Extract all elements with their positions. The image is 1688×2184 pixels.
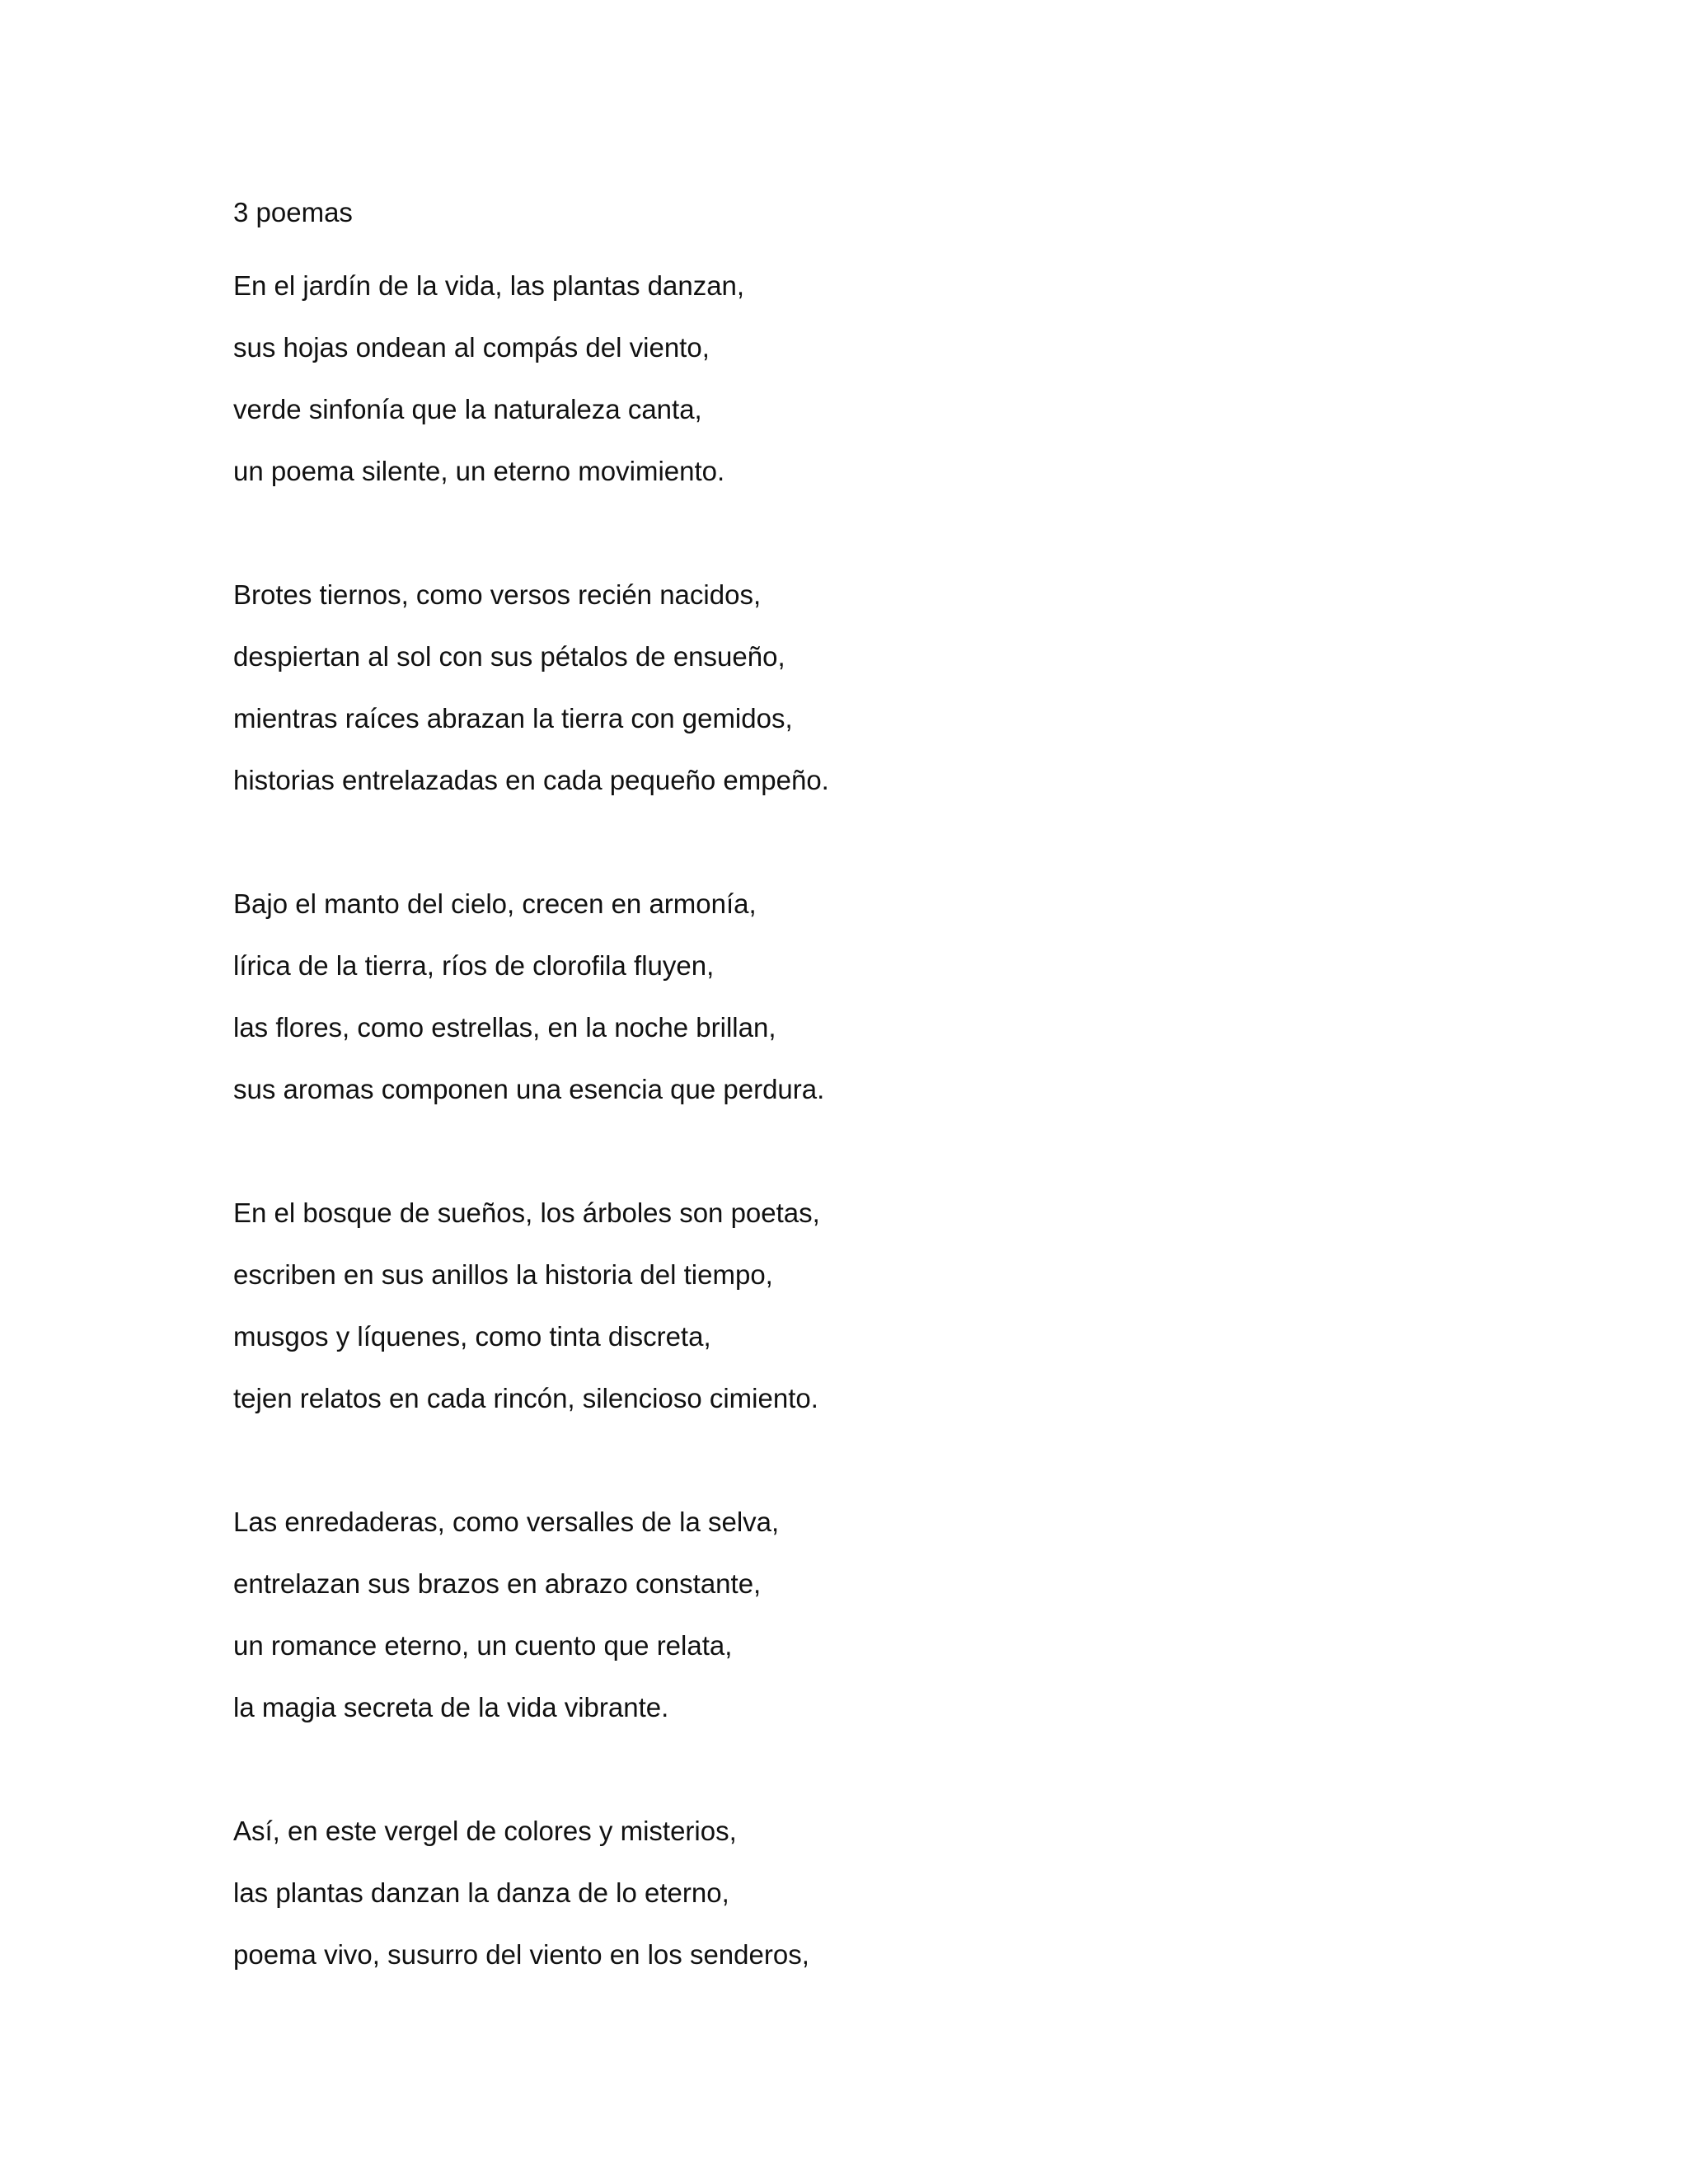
document-title: 3 poemas — [233, 197, 353, 227]
stanza-spacer — [233, 1429, 1470, 1491]
stanza-spacer — [233, 1738, 1470, 1800]
poem-line: historias entrelazadas en cada pequeño empeño. — [233, 765, 829, 795]
document-body — [233, 193, 1470, 1985]
poem-line: Bajo el manto del cielo, crecen en armonía, — [233, 888, 757, 919]
stanza-4 — [233, 1182, 1470, 1429]
poem-line: las plantas danzan la danza de lo eterno, — [233, 1877, 729, 1908]
poem-line: lírica de la tierra, ríos de clorofila fluyen, — [233, 950, 715, 981]
poem-line: En el jardín de la vida, las plantas danzan, — [233, 270, 745, 301]
poem-line: verde sinfonía que la naturaleza canta, — [233, 394, 702, 424]
poem-line: las flores, como estrellas, en la noche brillan, — [233, 1012, 776, 1043]
stanza-2 — [233, 564, 1470, 811]
stanza-spacer — [233, 811, 1470, 873]
poem-line: un poema silente, un eterno movimiento. — [233, 456, 725, 486]
poem-line: Las enredaderas, como versalles de la selva, — [233, 1507, 780, 1537]
poem-line: Así, en este vergel de colores y misterios, — [233, 1816, 737, 1846]
stanza-spacer — [233, 1120, 1470, 1182]
poem-line: sus hojas ondean al compás del viento, — [233, 332, 710, 363]
stanza-1 — [233, 255, 1470, 502]
poem-line: escriben en sus anillos la historia del tiempo, — [233, 1259, 773, 1290]
stanza-3 — [233, 873, 1470, 1120]
poem-line: mientras raíces abrazan la tierra con gemidos, — [233, 703, 793, 733]
poem-line: poema vivo, susurro del viento en los senderos, — [233, 1939, 809, 1970]
stanza-spacer — [233, 502, 1470, 564]
poem-line: tejen relatos en cada rincón, silencioso cimiento. — [233, 1383, 818, 1413]
poem-line: despiertan al sol con sus pétalos de ensueño, — [233, 641, 785, 672]
poem-line: un romance eterno, un cuento que relata, — [233, 1630, 733, 1661]
stanza-6 — [233, 1800, 1470, 1985]
poem-line: musgos y líquenes, como tinta discreta, — [233, 1321, 711, 1352]
poem-line: Brotes tiernos, como versos recién nacidos, — [233, 579, 762, 610]
poem-line: En el bosque de sueños, los árboles son poetas, — [233, 1197, 820, 1228]
poem-line: entrelazan sus brazos en abrazo constante, — [233, 1568, 762, 1599]
poem-line: sus aromas componen una esencia que perdura. — [233, 1074, 825, 1104]
poem-line: la magia secreta de la vida vibrante. — [233, 1692, 669, 1722]
stanza-5 — [233, 1491, 1470, 1738]
